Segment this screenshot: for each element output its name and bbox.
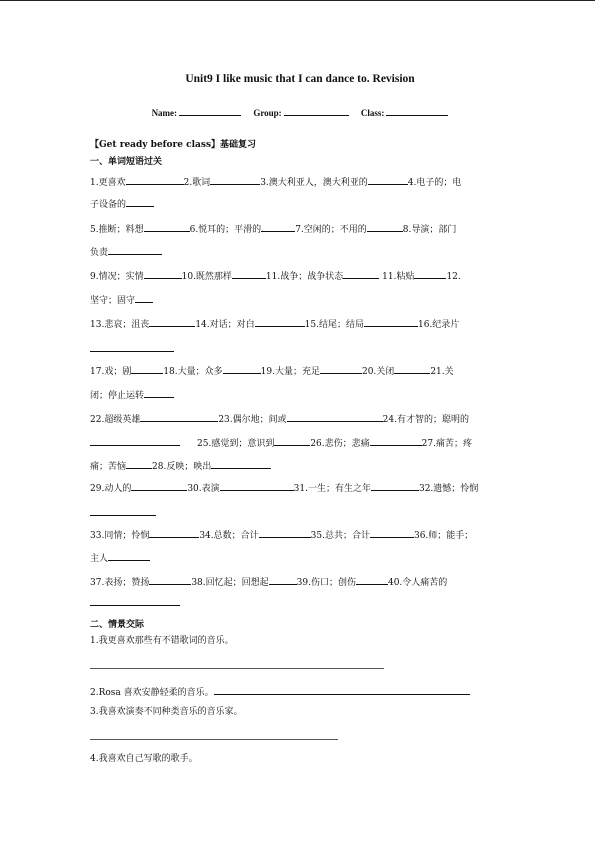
vocab-item: 28.反映；映出 xyxy=(152,462,212,472)
vocab-row xyxy=(90,435,510,450)
vocab-item: 痛；苦恼 xyxy=(90,462,127,472)
vocab-item: 19.大量；充足 xyxy=(260,367,320,377)
vocab-item: 16.纪录片 xyxy=(417,320,460,330)
answer-blank[interactable] xyxy=(126,174,184,185)
vocab-row xyxy=(90,316,510,331)
answer-blank[interactable] xyxy=(370,527,414,538)
vocab-row xyxy=(90,480,510,495)
vocab-item: 12. xyxy=(446,272,461,282)
vocab-item: 24.有才智的；聪明的 xyxy=(382,415,469,425)
vocab-item: 25.感觉到；意识到 xyxy=(197,439,275,449)
answer-blank[interactable] xyxy=(90,595,180,606)
answer-blank[interactable] xyxy=(223,363,261,374)
answer-blank[interactable] xyxy=(274,435,310,446)
answer-blank[interactable] xyxy=(108,244,162,255)
vocab-row xyxy=(90,411,510,426)
vocab-item: 37.表扬；赞扬 xyxy=(90,578,150,588)
vocab-row xyxy=(90,221,510,236)
answer-blank[interactable] xyxy=(220,480,294,491)
answer-line[interactable] xyxy=(90,739,338,740)
answer-blank[interactable] xyxy=(214,684,470,695)
vocab-row xyxy=(90,458,510,473)
vocab-item: 20.关闭 xyxy=(361,367,395,377)
answer-blank[interactable] xyxy=(126,458,152,469)
answer-blank[interactable] xyxy=(232,268,266,279)
answer-blank[interactable] xyxy=(394,363,430,374)
answer-blank[interactable] xyxy=(131,363,163,374)
answer-blank[interactable] xyxy=(356,574,388,585)
answer-blank[interactable] xyxy=(149,527,199,538)
vocab-item: 3.澳大利亚人，澳大利亚的 xyxy=(260,178,368,188)
answer-blank[interactable] xyxy=(287,411,383,422)
answer-blank[interactable] xyxy=(90,341,174,352)
vocab-row xyxy=(90,292,510,307)
answer-blank[interactable] xyxy=(90,435,180,446)
vocab-item: 11.粘贴 xyxy=(382,272,415,282)
vocab-item: 4.电子的；电 xyxy=(407,178,462,188)
vocab-item: 9.情况；实情 xyxy=(90,272,144,282)
vocab-item: 6.悦耳的；平滑的 xyxy=(189,225,262,235)
vocab-item: 26.悲伤；悲痛 xyxy=(310,439,370,449)
vocab-row xyxy=(90,196,510,211)
vocab-item: 10.既然那样 xyxy=(181,272,232,282)
answer-blank[interactable] xyxy=(368,174,408,185)
name-label: Name: xyxy=(151,108,178,118)
vocab-row xyxy=(90,363,510,378)
section-header: 【Get ready before class】基础复习 xyxy=(90,140,257,150)
vocab-row xyxy=(90,505,510,520)
answer-blank[interactable] xyxy=(140,411,218,422)
vocab-item: 15.结尾；结局 xyxy=(304,320,364,330)
answer-blank[interactable] xyxy=(144,221,190,232)
dialogue-prompt: 1.我更喜欢那些有不错歌词的音乐。 xyxy=(90,636,234,646)
answer-blank[interactable] xyxy=(131,480,187,491)
vocab-item: 32.遗憾；怜悯 xyxy=(418,484,479,494)
vocab-row xyxy=(90,387,510,402)
vocab-item: 1.更喜欢 xyxy=(90,178,126,188)
answer-blank[interactable] xyxy=(320,363,362,374)
vocab-item: 36.师；能手； xyxy=(413,531,474,541)
answer-blank[interactable] xyxy=(371,480,419,491)
vocab-item: 主人 xyxy=(90,554,109,564)
answer-blank[interactable] xyxy=(108,550,150,561)
vocab-row xyxy=(90,174,510,189)
vocab-item: 29.动人的 xyxy=(90,484,132,494)
answer-blank[interactable] xyxy=(211,458,271,469)
vocab-item: 30.表演 xyxy=(187,484,220,494)
vocab-item: 14.对话；对白 xyxy=(195,320,255,330)
answer-blank[interactable] xyxy=(210,174,260,185)
vocab-item: 坚守；固守 xyxy=(90,296,136,306)
vocab-item: 子设备的 xyxy=(90,200,127,210)
vocab-item: 7.空闲的；不用的 xyxy=(295,225,367,235)
vocab-row xyxy=(90,595,510,610)
vocab-item: 21.关 xyxy=(430,367,454,377)
group-label: Group: xyxy=(253,108,282,118)
part1-heading: 一、单词短语过关 xyxy=(90,157,163,167)
answer-blank[interactable] xyxy=(414,268,446,279)
vocab-item: 11.战争；战争状态 xyxy=(265,272,344,282)
vocab-item: 35.总共；合计 xyxy=(310,531,370,541)
vocab-row xyxy=(90,527,510,542)
dialogue-prompt: 3.我喜欢演奏不同种类音乐的音乐家。 xyxy=(90,707,243,717)
answer-line[interactable] xyxy=(90,668,384,669)
vocab-item: 34.总数；合计 xyxy=(199,531,259,541)
answer-blank[interactable] xyxy=(144,268,182,279)
vocab-item: 31.一生；有生之年 xyxy=(293,484,371,494)
vocab-row xyxy=(90,244,510,259)
answer-blank[interactable] xyxy=(90,505,156,516)
dialogue-prompt: 4.我喜欢自己写歌的歌手。 xyxy=(90,754,198,764)
vocab-item: 8.导演；部门 xyxy=(402,225,457,235)
vocab-item: 33.同情；怜悯 xyxy=(90,531,150,541)
group-field[interactable] xyxy=(284,106,349,116)
vocab-item: 27.痛苦；疼 xyxy=(421,439,472,449)
page-top-border xyxy=(0,0,595,1)
vocab-item: 5.推断；料想 xyxy=(90,225,144,235)
class-field[interactable] xyxy=(386,106,448,116)
answer-blank[interactable] xyxy=(149,574,191,585)
name-field[interactable] xyxy=(179,106,241,116)
vocab-item: 40.令人痛苦的 xyxy=(387,578,448,588)
vocab-item: 2.歌词 xyxy=(183,178,211,188)
answer-blank[interactable] xyxy=(364,316,418,327)
class-label: Class: xyxy=(360,108,385,118)
worksheet-title: Unit9 I like music that I can dance to. Revision xyxy=(185,73,415,85)
vocab-item: 18.大量；众多 xyxy=(163,367,223,377)
answer-blank[interactable] xyxy=(135,292,153,303)
answer-blank[interactable] xyxy=(149,316,195,327)
dialogue-row xyxy=(90,684,510,699)
vocab-item: 闭；停止运转 xyxy=(90,391,145,401)
vocab-row xyxy=(90,268,510,283)
vocab-item: 23.偶尔地；间或 xyxy=(218,415,287,425)
answer-blank[interactable] xyxy=(343,268,379,279)
student-info-line xyxy=(90,106,510,118)
vocab-item: 39.伤口；创伤 xyxy=(296,578,356,588)
vocab-row xyxy=(90,574,510,589)
vocab-row xyxy=(90,550,510,565)
vocab-item: 13.悲哀；沮丧 xyxy=(90,320,150,330)
answer-blank[interactable] xyxy=(144,387,174,398)
vocab-item: 38.回忆起；回想起 xyxy=(191,578,269,588)
dialogue-prompt: 2.Rosa 喜欢安静轻柔的音乐。 xyxy=(90,688,214,698)
part2-heading: 二、情景交际 xyxy=(90,620,145,630)
vocab-item: 17.戏；剧 xyxy=(90,367,132,377)
answer-blank[interactable] xyxy=(367,221,403,232)
answer-blank[interactable] xyxy=(370,435,422,446)
answer-blank[interactable] xyxy=(255,316,305,327)
vocab-item: 负责 xyxy=(90,248,109,258)
answer-blank[interactable] xyxy=(269,574,297,585)
answer-blank[interactable] xyxy=(259,527,311,538)
vocab-row xyxy=(90,341,510,356)
answer-blank[interactable] xyxy=(261,221,295,232)
vocab-item: 22.超级英雄 xyxy=(90,415,141,425)
answer-blank[interactable] xyxy=(126,196,154,207)
